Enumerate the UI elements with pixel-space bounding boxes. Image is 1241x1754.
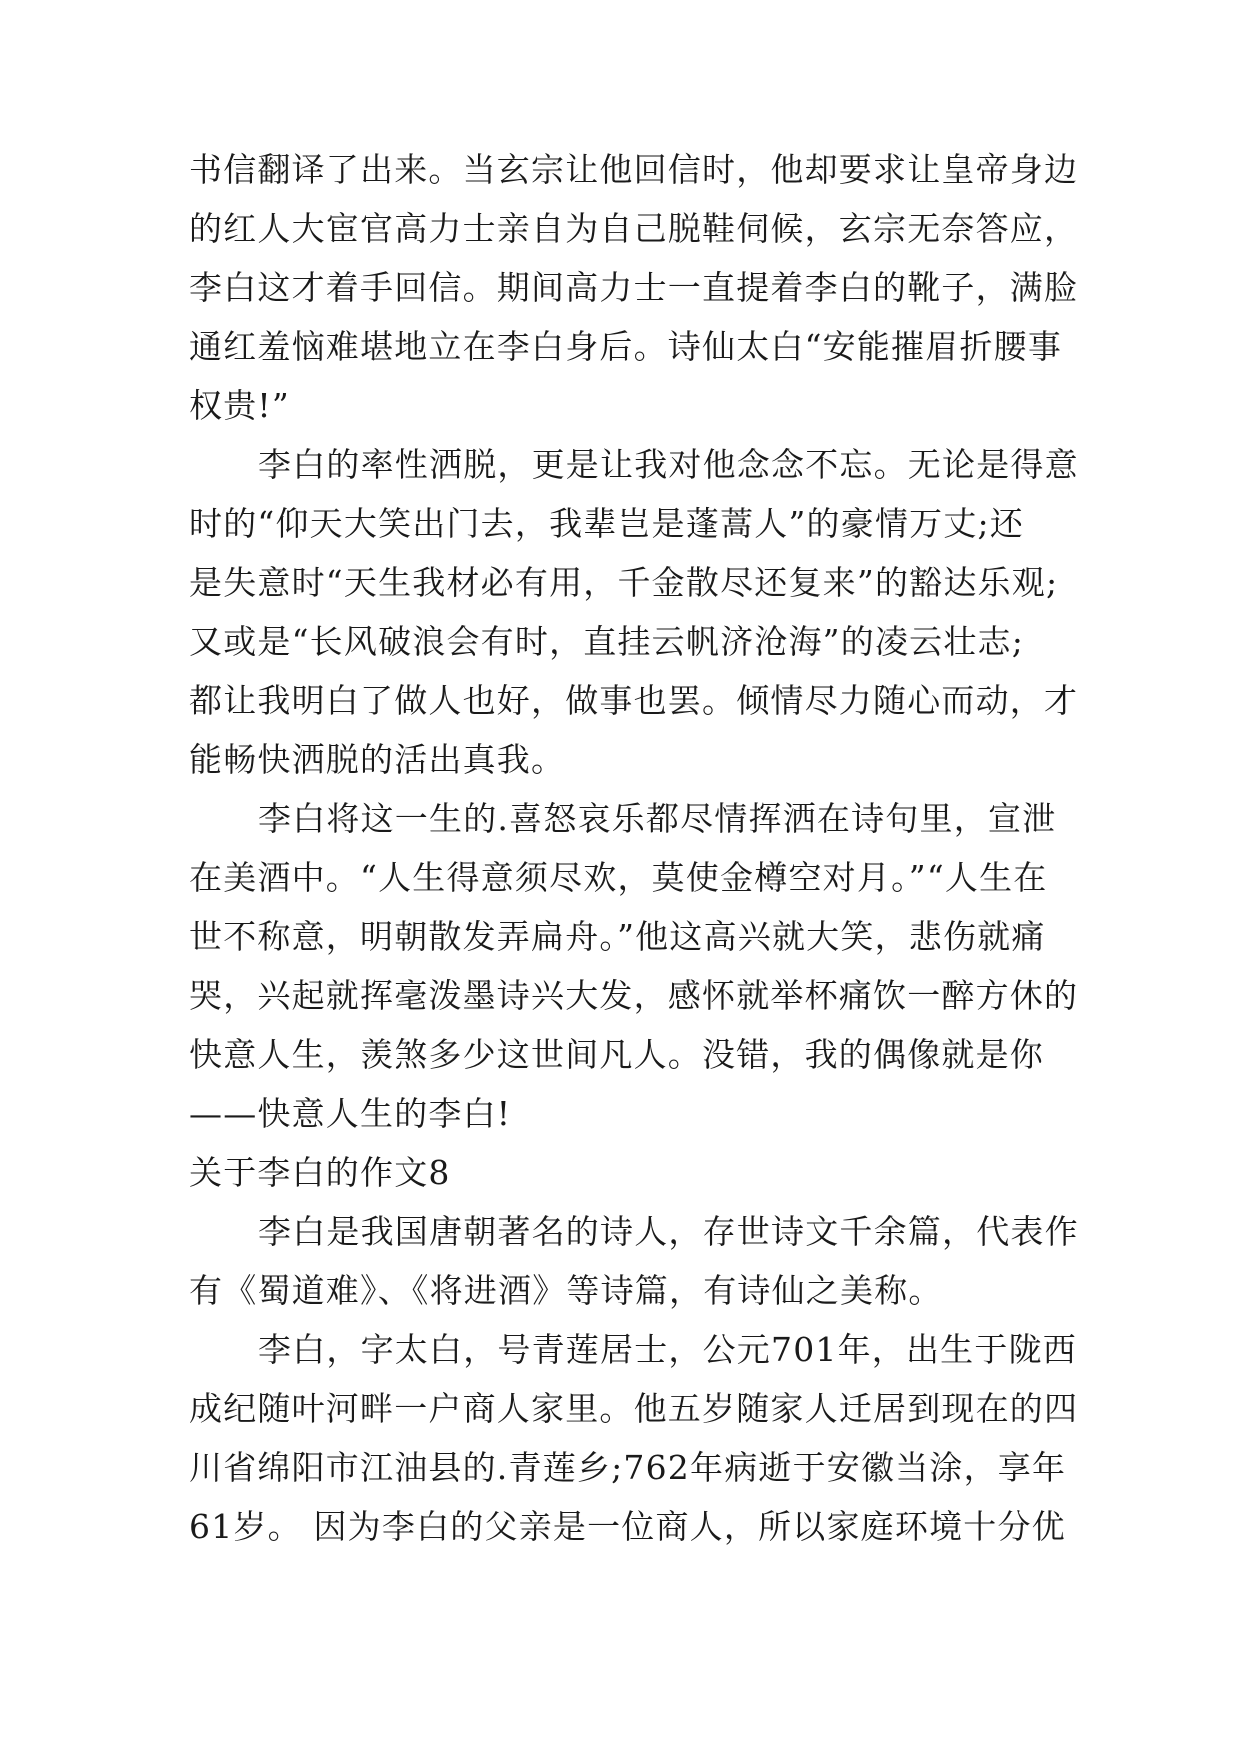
paragraph-line: 权贵!” xyxy=(189,386,290,425)
paragraph-line: 世不称意，明朝散发弄扁舟。”他这高兴就大笑，悲伤就痛 xyxy=(189,917,1046,956)
paragraph-1 xyxy=(189,140,1079,435)
paragraph-line: 都让我明白了做人也好，做事也罢。倾情尽力随心而动，才 xyxy=(189,681,1079,720)
paragraph-line: 能畅快洒脱的活出真我。 xyxy=(189,740,566,779)
paragraph-line: 哭，兴起就挥毫泼墨诗兴大发，感怀就举杯痛饮一醉方休的 xyxy=(189,976,1079,1015)
paragraph-line: 书信翻译了出来。当玄宗让他回信时，他却要求让皇帝身边 xyxy=(189,150,1079,189)
paragraph-line: 在美酒中。“人生得意须尽欢，莫使金樽空对月。”“人生在 xyxy=(189,858,1048,897)
paragraph-line: 是失意时“天生我材必有用，千金散尽还复来”的豁达乐观; xyxy=(189,563,1059,602)
paragraph-line: 61岁。 因为李白的父亲是一位商人，所以家庭环境十分优 xyxy=(189,1507,1066,1546)
paragraph-line: 有《蜀道难》、《将进酒》等诗篇，有诗仙之美称。 xyxy=(189,1271,943,1310)
paragraph-line: ——快意人生的李白! xyxy=(189,1094,512,1133)
paragraph-line: 李白这才着手回信。期间高力士一直提着李白的靴子，满脸 xyxy=(189,268,1079,307)
section-heading: 关于李白的作文8 xyxy=(189,1153,451,1192)
paragraph-4 xyxy=(189,1202,1079,1320)
paragraph-3 xyxy=(189,789,1079,1143)
paragraph-line: 李白是我国唐朝著名的诗人，存世诗文千余篇，代表作 xyxy=(258,1212,1079,1251)
paragraph-line: 时的“仰天大笑出门去，我辈岂是蓬蒿人”的豪情万丈;还 xyxy=(189,504,1025,543)
paragraph-line: 通红羞恼难堪地立在李白身后。诗仙太白“安能摧眉折腰事 xyxy=(189,327,1063,366)
paragraph-line: 快意人生，羡煞多少这世间凡人。没错，我的偶像就是你 xyxy=(189,1035,1044,1074)
paragraph-line: 的红人大宦官高力士亲自为自己脱鞋伺候，玄宗无奈答应， xyxy=(189,209,1079,248)
paragraph-line: 又或是“长风破浪会有时，直挂云帆济沧海”的凌云壮志; xyxy=(189,622,1025,661)
paragraph-line: 李白的率性洒脱，更是让我对他念念不忘。无论是得意 xyxy=(258,445,1079,484)
document-page xyxy=(189,140,1079,1556)
paragraph-5 xyxy=(189,1320,1079,1556)
paragraph-line: 李白将这一生的.喜怒哀乐都尽情挥洒在诗句里，宣泄 xyxy=(258,799,1057,838)
paragraph-line: 川省绵阳市江油县的.青莲乡;762年病逝于安徽当涂，享年 xyxy=(189,1448,1067,1487)
paragraph-line: 成纪随叶河畔一户商人家里。他五岁随家人迁居到现在的四 xyxy=(189,1389,1079,1428)
paragraph-2 xyxy=(189,435,1079,789)
paragraph-line: 李白，字太白，号青莲居士，公元701年，出生于陇西 xyxy=(258,1330,1077,1369)
